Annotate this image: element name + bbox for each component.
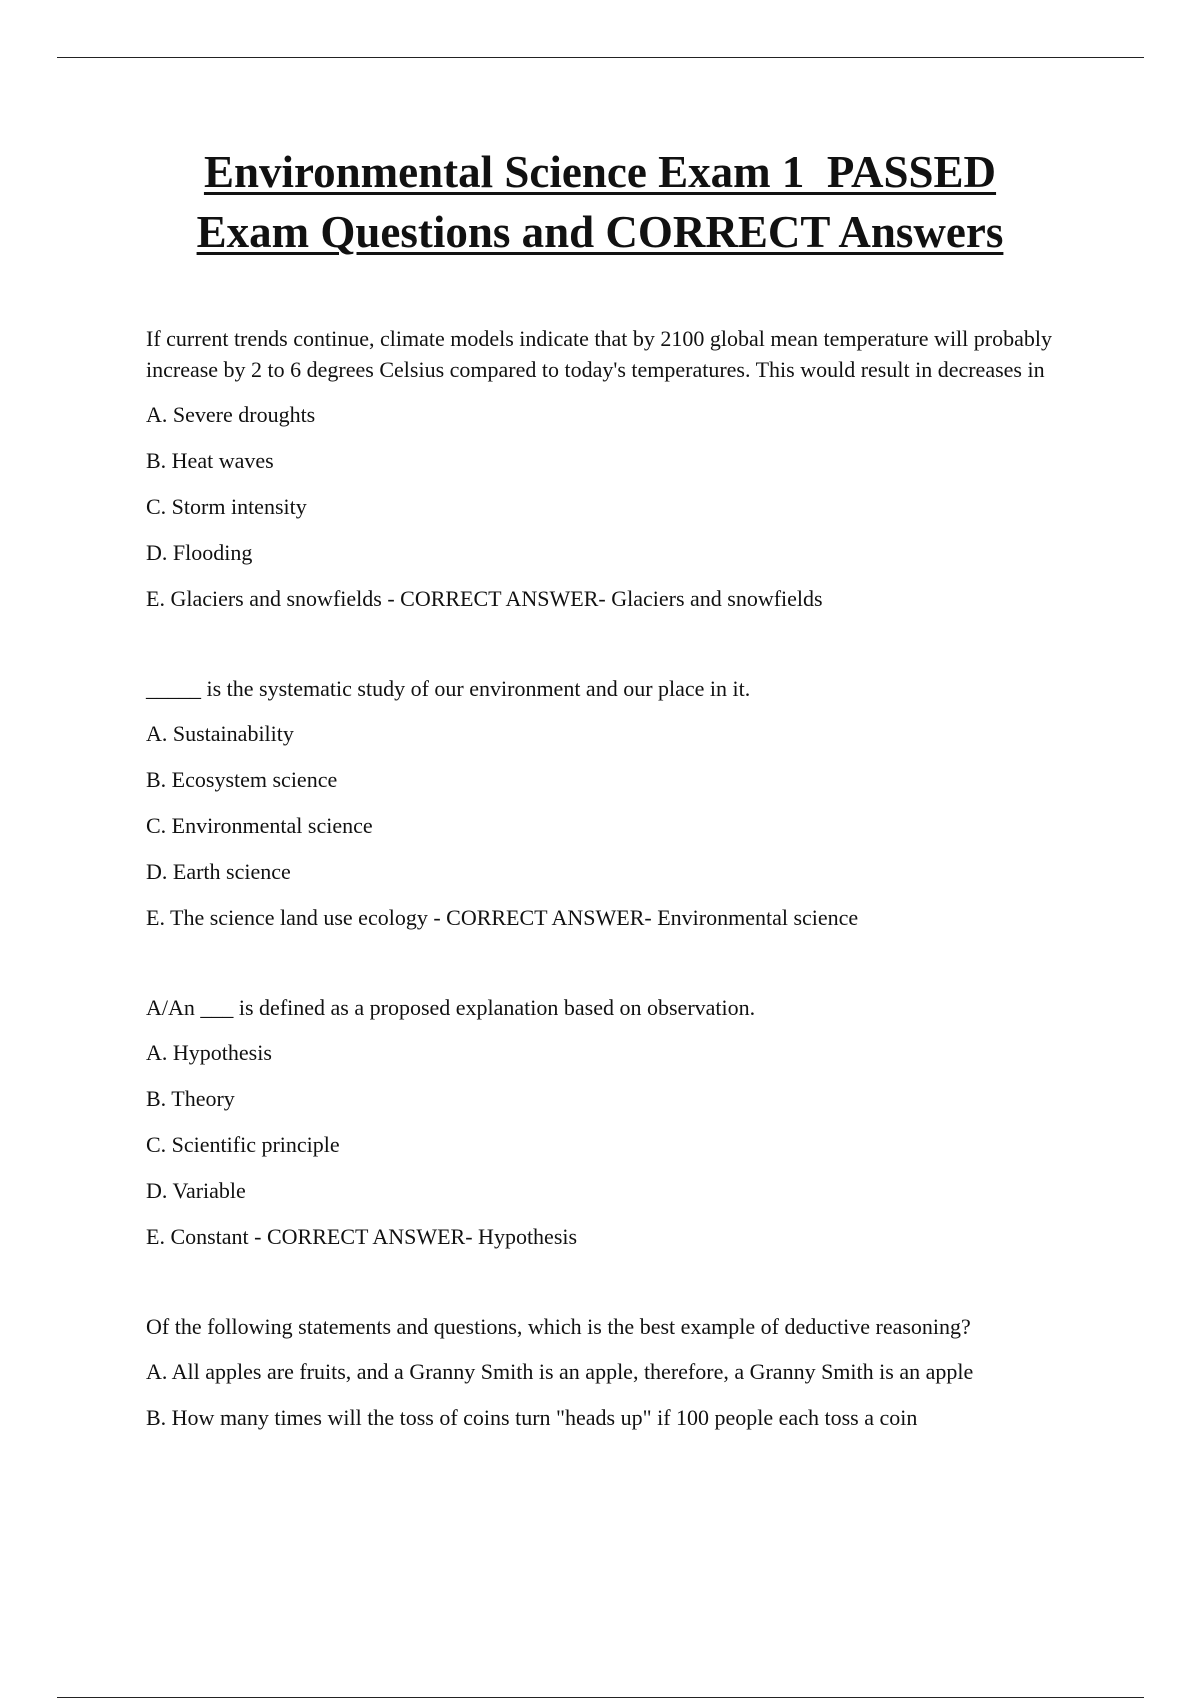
answer-option-correct: E. Constant - CORRECT ANSWER- Hypothesis <box>146 1224 578 1249</box>
answer-option: A. Severe droughts <box>146 402 316 427</box>
top-divider <box>57 57 1144 58</box>
question-2 <box>146 673 1086 933</box>
bottom-divider <box>57 1697 1144 1698</box>
question-spacer <box>146 948 1086 992</box>
answer-option: A. All apples are fruits, and a Granny Smith is an apple, therefore, a Granny Smith is an apple <box>146 1359 974 1384</box>
question-4 <box>146 1311 1086 1433</box>
question-spacer <box>146 1267 1086 1311</box>
question-text: A/An ___ is defined as a proposed explanation based on observation. <box>146 995 756 1020</box>
answer-option: C. Storm intensity <box>146 494 307 519</box>
document-title <box>0 142 1200 262</box>
answer-option: B. How many times will the toss of coins turn "heads up" if 100 people each toss a coin <box>146 1405 918 1430</box>
question-3 <box>146 992 1086 1252</box>
question-1 <box>146 323 1086 614</box>
answer-option: A. Hypothesis <box>146 1040 272 1065</box>
document-body <box>146 323 1086 1448</box>
question-text: _____ is the systematic study of our environment and our place in it. <box>146 676 751 701</box>
answer-option: D. Variable <box>146 1178 246 1203</box>
answer-option: C. Scientific principle <box>146 1132 340 1157</box>
answer-option: B. Ecosystem science <box>146 767 338 792</box>
answer-option-correct: E. Glaciers and snowfields - CORRECT ANSWER- Glaciers and snowfields <box>146 586 823 611</box>
title-line-1: Environmental Science Exam 1 PASSED <box>203 147 997 197</box>
question-spacer <box>146 629 1086 673</box>
question-text: Of the following statements and questions, which is the best example of deductive reasoning? <box>146 1314 971 1339</box>
question-text: If current trends continue, climate models indicate that by 2100 global mean temperature will probably increase by 2 to 6 degrees Celsius compared to today's temperatures. This would result in decreases in <box>146 326 1052 382</box>
answer-option: A. Sustainability <box>146 721 294 746</box>
answer-option: B. Heat waves <box>146 448 274 473</box>
answer-option: B. Theory <box>146 1086 235 1111</box>
answer-option: C. Environmental science <box>146 813 373 838</box>
answer-option: D. Flooding <box>146 540 253 565</box>
answer-option: D. Earth science <box>146 859 291 884</box>
answer-option-correct: E. The science land use ecology - CORRECT ANSWER- Environmental science <box>146 905 859 930</box>
title-line-2: Exam Questions and CORRECT Answers <box>196 207 1004 257</box>
